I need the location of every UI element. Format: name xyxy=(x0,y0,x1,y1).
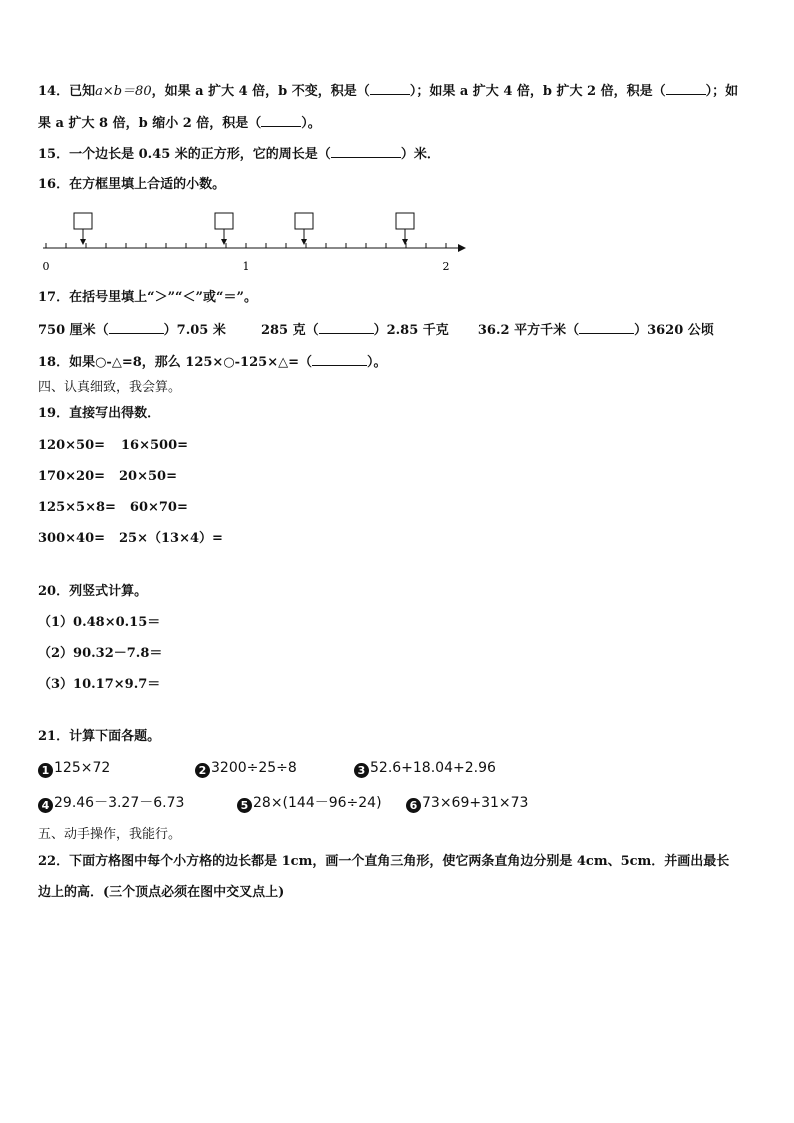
arrow-icon xyxy=(80,239,86,245)
circled-number-4: 4 xyxy=(38,798,53,813)
q22-line2: 边上的高．(三个顶点必须在图中交叉点上) xyxy=(38,885,285,900)
q17-items: 750 厘米（ ）7.05 米 285 克（ ）2.85 千克 36.2 平方千米（ ）3620 公顷 xyxy=(38,323,714,338)
q21-title: 21．计算下面各题。 xyxy=(38,729,161,744)
q21-item: 1 125×72 xyxy=(38,759,110,778)
q19-row: 300×40= 25×（13×4）= xyxy=(38,531,223,546)
compare-blank[interactable] xyxy=(109,321,164,334)
circled-number-5: 5 xyxy=(237,798,252,813)
q21-item: 4 29.46－3.27－6.73 xyxy=(38,794,184,813)
answer-box[interactable] xyxy=(295,213,313,229)
circled-number-2: 2 xyxy=(195,763,210,778)
q17-title: 17．在括号里填上“＞”“＜”或“＝”。 xyxy=(38,290,257,305)
circled-number-3: 3 xyxy=(354,763,369,778)
answer-blank[interactable] xyxy=(666,82,706,95)
circled-number-6: 6 xyxy=(406,798,421,813)
q22-line1: 22．下面方格图中每个小方格的边长都是 1cm，画一个直角三角形，使它两条直角边分别是 4cm、5cm．并画出最长 xyxy=(38,854,730,869)
q14-pre: 14．已知 xyxy=(38,84,96,99)
answer-blank[interactable] xyxy=(261,114,301,127)
compare-blank[interactable] xyxy=(319,321,374,334)
answer-box[interactable] xyxy=(396,213,414,229)
q19-row: 170×20= 20×50= xyxy=(38,469,177,484)
q20-item: （1）0.48×0.15＝ xyxy=(38,615,161,630)
answer-box[interactable] xyxy=(74,213,92,229)
q16-title: 16．在方框里填上合适的小数。 xyxy=(38,177,226,192)
arrow-icon xyxy=(402,239,408,245)
q20-title: 20．列竖式计算。 xyxy=(38,584,148,599)
q15: 15．一个边长是 0.45 米的正方形，它的周长是（ ）米． xyxy=(38,147,440,162)
section-5-heading: 五、动手操作，我能行。 xyxy=(38,827,182,842)
q20-item: （3）10.17×9.7＝ xyxy=(38,677,161,692)
compare-blank[interactable] xyxy=(579,321,634,334)
q21-item: 6 73×69+31×73 xyxy=(406,794,528,813)
q14-line1: 14．已知a×b＝80，如果 a 扩大 4 倍，b 不变，积是（ ）；如果 a 扩大 4 倍，b 扩大 2 倍，积是（ ）；如 xyxy=(38,84,739,99)
q14-formula: a×b＝80 xyxy=(95,84,152,99)
answer-blank[interactable] xyxy=(312,353,367,366)
axis-arrow-icon xyxy=(458,244,466,252)
circled-number-1: 1 xyxy=(38,763,53,778)
q14-line2: 果 a 扩大 8 倍，b 缩小 2 倍，积是（ ）。 xyxy=(38,116,321,131)
tick-label-2: 2 xyxy=(442,260,450,273)
tick-label-1: 1 xyxy=(242,260,250,273)
answer-box[interactable] xyxy=(215,213,233,229)
q21-item: 2 3200÷25÷8 xyxy=(195,759,297,778)
q18: 18．如果○-△=8，那么 125×○-125×△=（ ）。 xyxy=(38,355,387,370)
q19-title: 19．直接写出得数． xyxy=(38,406,161,421)
q21-item: 5 28×(144－96÷24) xyxy=(237,794,382,813)
q19-row: 120×50= 16×500= xyxy=(38,438,189,453)
q20-item: （2）90.32－7.8＝ xyxy=(38,646,163,661)
section-4-heading: 四、认真细致，我会算。 xyxy=(38,380,182,395)
tick-label-0: 0 xyxy=(42,260,50,273)
number-line xyxy=(38,200,478,280)
answer-blank[interactable] xyxy=(370,82,410,95)
answer-blank[interactable] xyxy=(331,145,401,158)
q19-row: 125×5×8= 60×70= xyxy=(38,500,188,515)
number-line-svg xyxy=(38,200,478,280)
q21-item: 3 52.6+18.04+2.96 xyxy=(354,759,496,778)
